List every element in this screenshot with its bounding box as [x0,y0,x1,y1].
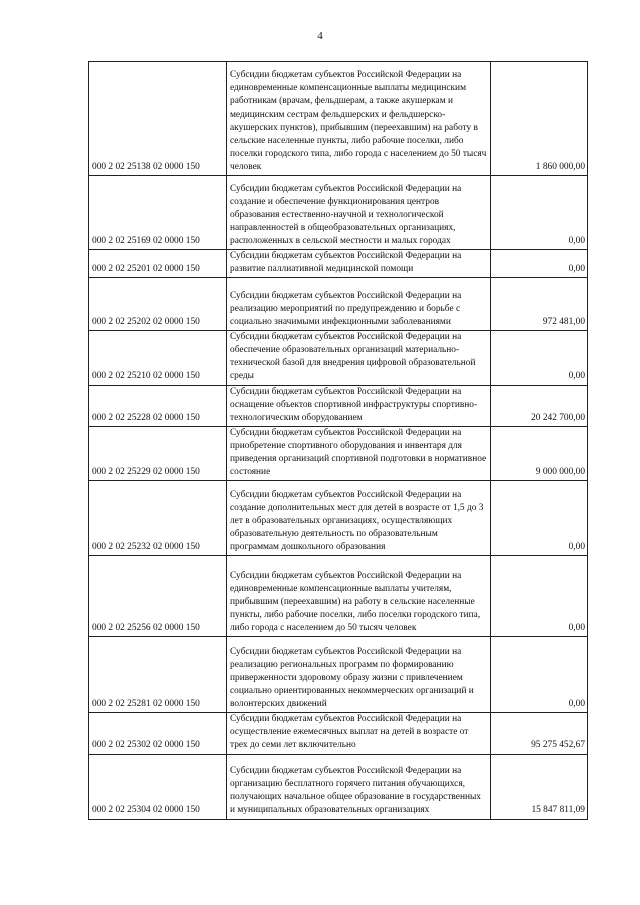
budget-code-cell: 000 2 02 25202 02 0000 150 [89,278,227,331]
table-row [89,637,588,713]
description-cell: Субсидии бюджетам субъектов Российской Федерации на единовременные компенсационные выплаты учителям, прибывшим (переехавшим) на работу в сельские населенные пункты, либо рабочие поселки, либо поселки городского типа, либо города с населением до 50 тысяч человек [227,556,491,637]
table-row [89,713,588,754]
amount-cell: 0,00 [491,556,588,637]
budget-code-cell: 000 2 02 25232 02 0000 150 [89,481,227,556]
description-cell: Субсидии бюджетам субъектов Российской Федерации на реализацию мероприятий по предупреждению и борьбе с социально значимыми инфекционными заболеваниями [227,278,491,331]
budget-code-cell: 000 2 02 25210 02 0000 150 [89,331,227,385]
table-row [89,250,588,278]
amount-cell: 0,00 [491,250,588,278]
table-row [89,556,588,637]
amount-cell: 0,00 [491,637,588,713]
amount-cell: 0,00 [491,331,588,385]
table-row [89,176,588,250]
amount-cell: 9 000 000,00 [491,426,588,480]
description-cell: Субсидии бюджетам субъектов Российской Федерации на развитие паллиативной медицинской помощи [227,250,491,278]
budget-code-cell: 000 2 02 25281 02 0000 150 [89,637,227,713]
description-cell: Субсидии бюджетам субъектов Российской Федерации на создание и обеспечение функционирования центров образования естественно-научной и технологической направленностей в общеобразовательных организациях, расположенных в сельской местности и малых городах [227,176,491,250]
table-row [89,62,588,176]
description-cell: Субсидии бюджетам субъектов Российской Федерации на единовременные компенсационные выплаты медицинским работникам (врачам, фельдшерам, а также акушеркам и медицинским сестрам фельдшерских и фельдшерско-акушерских пунктов), прибывшим (переехавшим) на работу в сельские населенные пункты, либо рабочие поселки, либо поселки городского типа, либо города с населением до 50 тысяч человек [227,62,491,176]
budget-code-cell: 000 2 02 25201 02 0000 150 [89,250,227,278]
description-cell: Субсидии бюджетам субъектов Российской Федерации на оснащение объектов спортивной инфраструктуры спортивно-технологическим оборудованием [227,385,491,426]
table-row [89,278,588,331]
budget-code-cell: 000 2 02 25229 02 0000 150 [89,426,227,480]
budget-table-body [89,62,588,820]
amount-cell: 95 275 452,67 [491,713,588,754]
budget-code-cell: 000 2 02 25169 02 0000 150 [89,176,227,250]
amount-cell: 0,00 [491,481,588,556]
amount-cell: 972 481,00 [491,278,588,331]
amount-cell: 20 242 700,00 [491,385,588,426]
description-cell: Субсидии бюджетам субъектов Российской Федерации на осуществление ежемесячных выплат на детей в возрасте от трех до семи лет включительно [227,713,491,754]
table-row [89,481,588,556]
description-cell: Субсидии бюджетам субъектов Российской Федерации на приобретение спортивного оборудования и инвентаря для приведения организаций спортивной подготовки в нормативное состояние [227,426,491,480]
table-row [89,426,588,480]
table-row [89,754,588,819]
amount-cell: 15 847 811,09 [491,754,588,819]
budget-code-cell: 000 2 02 25302 02 0000 150 [89,713,227,754]
budget-table [88,61,588,820]
description-cell: Субсидии бюджетам субъектов Российской Федерации на реализацию региональных программ по формированию приверженности здоровому образу жизни с привлечением социально ориентированных некоммерческих организаций и волонтерских движений [227,637,491,713]
budget-code-cell: 000 2 02 25138 02 0000 150 [89,62,227,176]
table-row [89,385,588,426]
budget-code-cell: 000 2 02 25256 02 0000 150 [89,556,227,637]
budget-code-cell: 000 2 02 25228 02 0000 150 [89,385,227,426]
page-number: 4 [317,30,323,42]
table-row [89,331,588,385]
amount-cell: 0,00 [491,176,588,250]
amount-cell: 1 860 000,00 [491,62,588,176]
description-cell: Субсидии бюджетам субъектов Российской Федерации на создание дополнительных мест для детей в возрасте от 1,5 до 3 лет в образовательных организациях, осуществляющих образовательную деятельность по образовательным программам дошкольного образования [227,481,491,556]
description-cell: Субсидии бюджетам субъектов Российской Федерации на организацию бесплатного горячего питания обучающихся, получающих начальное общее образование в государственных и муниципальных образовательных организациях [227,754,491,819]
description-cell: Субсидии бюджетам субъектов Российской Федерации на обеспечение образовательных организаций материально-технической базой для внедрения цифровой образовательной среды [227,331,491,385]
budget-code-cell: 000 2 02 25304 02 0000 150 [89,754,227,819]
